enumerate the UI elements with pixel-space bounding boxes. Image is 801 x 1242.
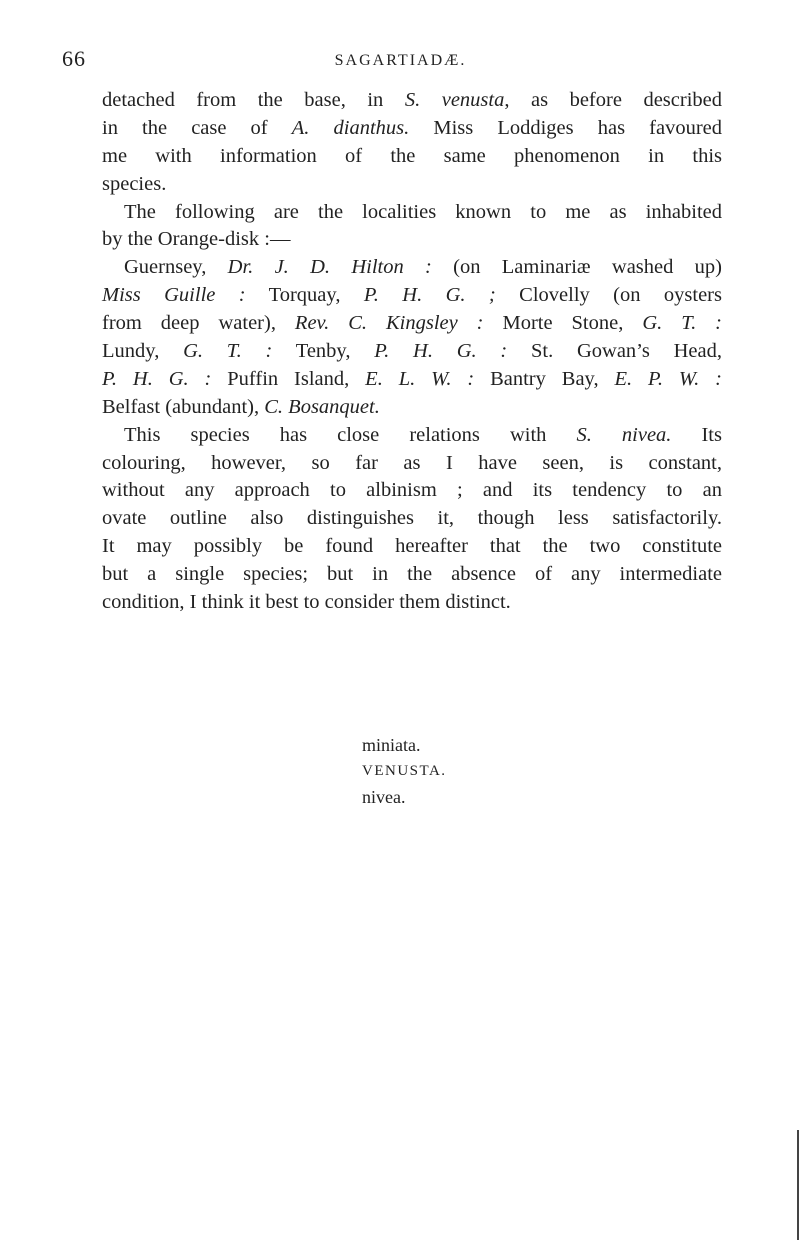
text-line bbox=[102, 589, 722, 617]
italic-text: G. T. : bbox=[183, 340, 273, 363]
text-line bbox=[102, 477, 722, 505]
italic-text: A. dianthus. bbox=[291, 116, 410, 139]
text-segment: ovate outline also distinguishes it, though less satisfactorily. bbox=[102, 507, 722, 530]
text-line bbox=[102, 171, 722, 199]
text-line bbox=[102, 254, 722, 282]
text-segment: without any approach to albinism ; and its tendency to an bbox=[102, 479, 722, 502]
text-line bbox=[102, 115, 722, 143]
text-segment: It may possibly be found hereafter that the two constitute bbox=[102, 535, 722, 558]
text-line bbox=[102, 199, 722, 227]
text-segment: Puffin Island, bbox=[211, 367, 366, 390]
text-segment: from deep water), bbox=[102, 312, 295, 335]
text-segment: Guernsey, bbox=[124, 256, 228, 279]
text-line bbox=[102, 366, 722, 394]
text-segment: me with information of the same phenomenon in this bbox=[102, 144, 722, 167]
italic-text: Dr. J. D. Hilton : bbox=[227, 256, 432, 279]
species-miniata: miniata. bbox=[362, 735, 421, 755]
species-list bbox=[362, 732, 447, 810]
text-line bbox=[102, 338, 722, 366]
text-line bbox=[102, 87, 722, 115]
species-venusta: VENUSTA. bbox=[362, 763, 447, 779]
text-segment: by the Orange-disk :— bbox=[102, 228, 291, 251]
page-edge-mark bbox=[797, 1130, 799, 1240]
page-number: 66 bbox=[62, 46, 86, 71]
text-segment: Morte Stone, bbox=[483, 312, 643, 335]
text-line bbox=[102, 561, 722, 589]
italic-text: Rev. C. Kingsley : bbox=[294, 312, 484, 335]
italic-text: S. nivea. bbox=[576, 423, 672, 446]
italic-text: P. H. G. : bbox=[374, 340, 508, 363]
species-nivea: nivea. bbox=[362, 787, 406, 807]
text-line bbox=[102, 310, 722, 338]
body-text bbox=[102, 87, 722, 617]
text-segment: Lundy, bbox=[102, 340, 184, 363]
text-line bbox=[102, 143, 722, 171]
text-line bbox=[102, 394, 722, 422]
italic-text: E. L. W. : bbox=[365, 367, 475, 390]
italic-text: E. P. W. : bbox=[614, 367, 722, 390]
text-segment: but a single species; but in the absence of any intermediate bbox=[102, 563, 722, 586]
text-segment: , as before described bbox=[504, 89, 722, 111]
italic-text: P. H. G. : bbox=[102, 367, 212, 390]
text-segment: Belfast (abundant), bbox=[102, 395, 265, 418]
italic-text: G. T. : bbox=[642, 312, 722, 335]
text-segment: detached from the base, in bbox=[102, 89, 405, 111]
text-segment: Clovelly (on oysters bbox=[495, 284, 722, 307]
running-title: SAGARTIADÆ. bbox=[334, 52, 467, 69]
text-line bbox=[102, 282, 722, 310]
text-line bbox=[102, 450, 722, 478]
text-segment: (on Laminariæ washed up) bbox=[431, 256, 722, 279]
text-segment: Miss Loddiges has favoured bbox=[409, 116, 722, 139]
text-segment: Its bbox=[671, 423, 722, 446]
text-line bbox=[102, 505, 722, 533]
text-segment: This species has close relations with bbox=[124, 423, 577, 446]
text-segment: in the case of bbox=[102, 116, 292, 139]
italic-text: C. Bosanquet. bbox=[264, 395, 380, 418]
text-segment: St. Gowan’s Head, bbox=[507, 340, 722, 363]
text-segment: Bantry Bay, bbox=[474, 367, 615, 390]
text-segment: species. bbox=[102, 172, 167, 195]
text-line bbox=[102, 533, 722, 561]
italic-text: Miss Guille : bbox=[102, 284, 246, 307]
italic-text: S. venusta bbox=[404, 89, 505, 111]
text-segment: condition, I think it best to consider them distinct. bbox=[102, 591, 511, 614]
text-segment: The following are the localities known to me as inhabited bbox=[124, 200, 722, 223]
text-line bbox=[102, 422, 722, 450]
text-segment: Tenby, bbox=[272, 340, 375, 363]
text-segment: Torquay, bbox=[245, 284, 364, 307]
text-line bbox=[102, 226, 722, 254]
text-segment: colouring, however, so far as I have seen, is constant, bbox=[102, 451, 722, 474]
italic-text: P. H. G. ; bbox=[363, 284, 496, 307]
